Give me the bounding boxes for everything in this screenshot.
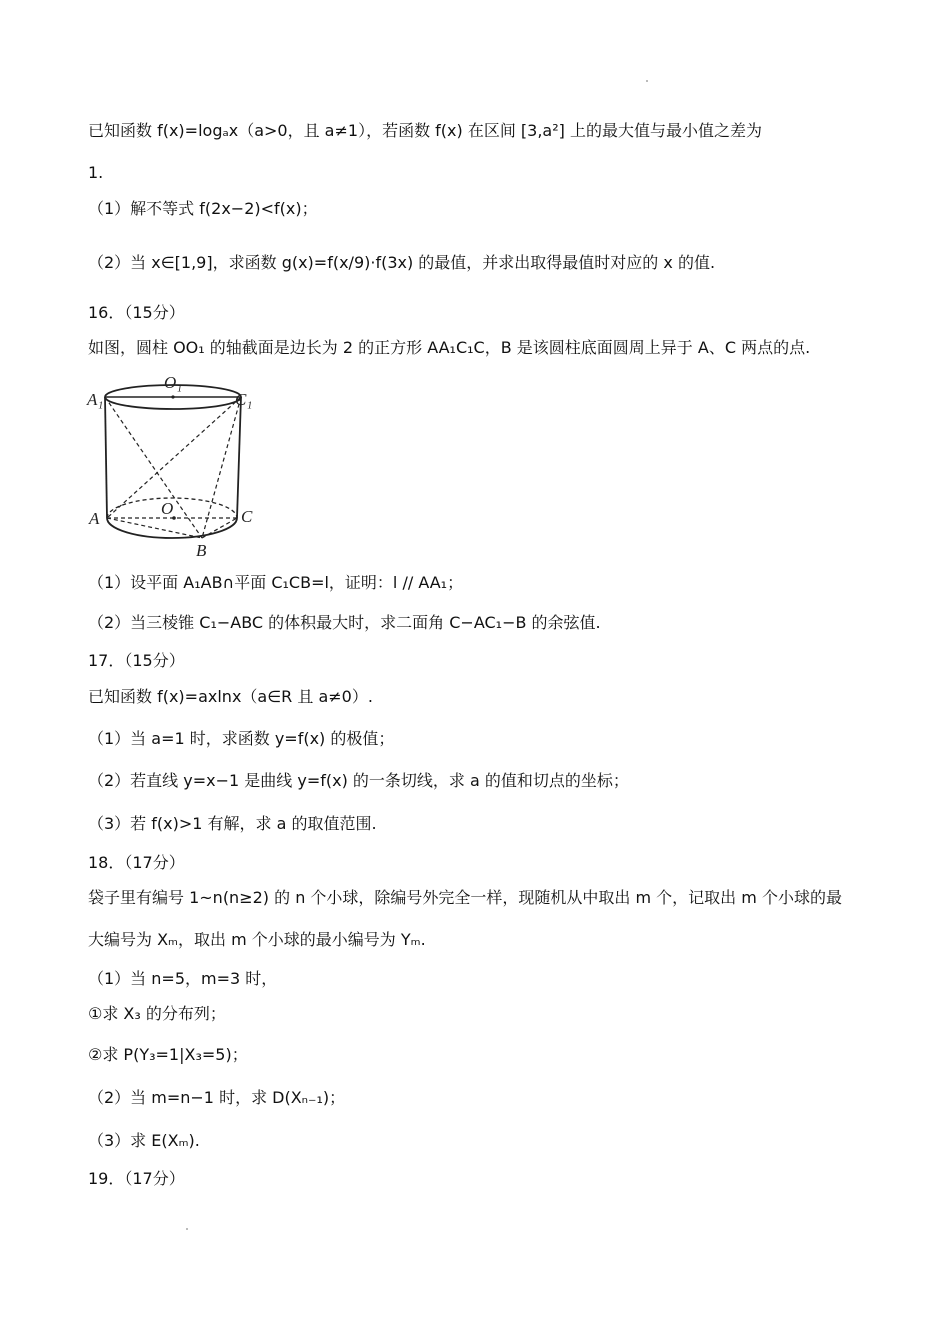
problem-19-heading: 19．（17分） (88, 1169, 185, 1188)
problem-17-stem: 已知函数 f(x)=axlnx（a∈R 且 a≠0）. (88, 687, 373, 706)
problem-17-heading: 17．（15分） (88, 651, 185, 670)
label-a: A (89, 509, 100, 528)
problem-17-part-2: （2）若直线 y=x−1 是曲线 y=f(x) 的一条切线，求 a 的值和切点的坐标； (88, 771, 629, 790)
scan-speck (186, 1228, 188, 1230)
problem-18-part-1-ii: ②求 P(Y₃=1|X₃=5)； (88, 1045, 248, 1064)
figure-background (86, 372, 258, 558)
cylinder-figure (86, 372, 258, 558)
problem-18-stem-cont: 大编号为 Xₘ，取出 m 个小球的最小编号为 Yₘ. (88, 930, 426, 949)
problem-16-heading: 16．（15分） (88, 303, 185, 322)
label-o: O (161, 499, 174, 518)
problem-15-part-2: （2）当 x∈[1,9]，求函数 g(x)=f(x/9)·f(3x) 的最值，并求出取得最值时对应的 x 的值. (88, 253, 716, 272)
point-o1 (171, 395, 174, 398)
problem-15-stem-cont: 1. (88, 163, 104, 182)
problem-15-stem: 已知函数 f(x)=logₐx（a>0，且 a≠1），若函数 f(x) 在区间 [3,a²] 上的最大值与最小值之差为 (88, 121, 762, 140)
label-o1: O₁ (164, 373, 183, 392)
problem-17-part-1: （1）当 a=1 时，求函数 y=f(x) 的极值； (88, 729, 395, 748)
label-c1: C₁ (235, 390, 253, 409)
scan-speck (646, 80, 648, 82)
problem-16-stem: 如图，圆柱 OO₁ 的轴截面是边长为 2 的正方形 AA₁C₁C，B 是该圆柱底面圆周上异于 A、C 两点的点. (88, 338, 811, 357)
problem-16-part-1: （1）设平面 A₁AB∩平面 C₁CB=l，证明：l // AA₁； (88, 573, 464, 592)
problem-18-part-3: （3）求 E(Xₘ). (88, 1131, 200, 1150)
problem-18-part-1-i: ①求 X₃ 的分布列； (88, 1004, 226, 1023)
label-b: B (196, 541, 207, 558)
problem-18-stem: 袋子里有编号 1~n(n≥2) 的 n 个小球，除编号外完全一样，现随机从中取出 m 个，记取出 m 个小球的最 (88, 888, 842, 907)
label-c: C (241, 507, 253, 526)
label-a1: A₁ (87, 390, 104, 409)
problem-15-part-1: （1）解不等式 f(2x−2)<f(x)； (88, 199, 318, 218)
problem-18-part-2: （2）当 m=n−1 时，求 D(Xₙ₋₁)； (88, 1088, 346, 1107)
problem-18-heading: 18．（17分） (88, 853, 185, 872)
problem-17-part-3: （3）若 f(x)>1 有解，求 a 的取值范围. (88, 814, 377, 833)
problem-16-part-2: （2）当三棱锥 C₁−ABC 的体积最大时，求二面角 C−AC₁−B 的余弦值. (88, 613, 601, 632)
problem-18-part-1: （1）当 n=5，m=3 时， (88, 969, 278, 988)
